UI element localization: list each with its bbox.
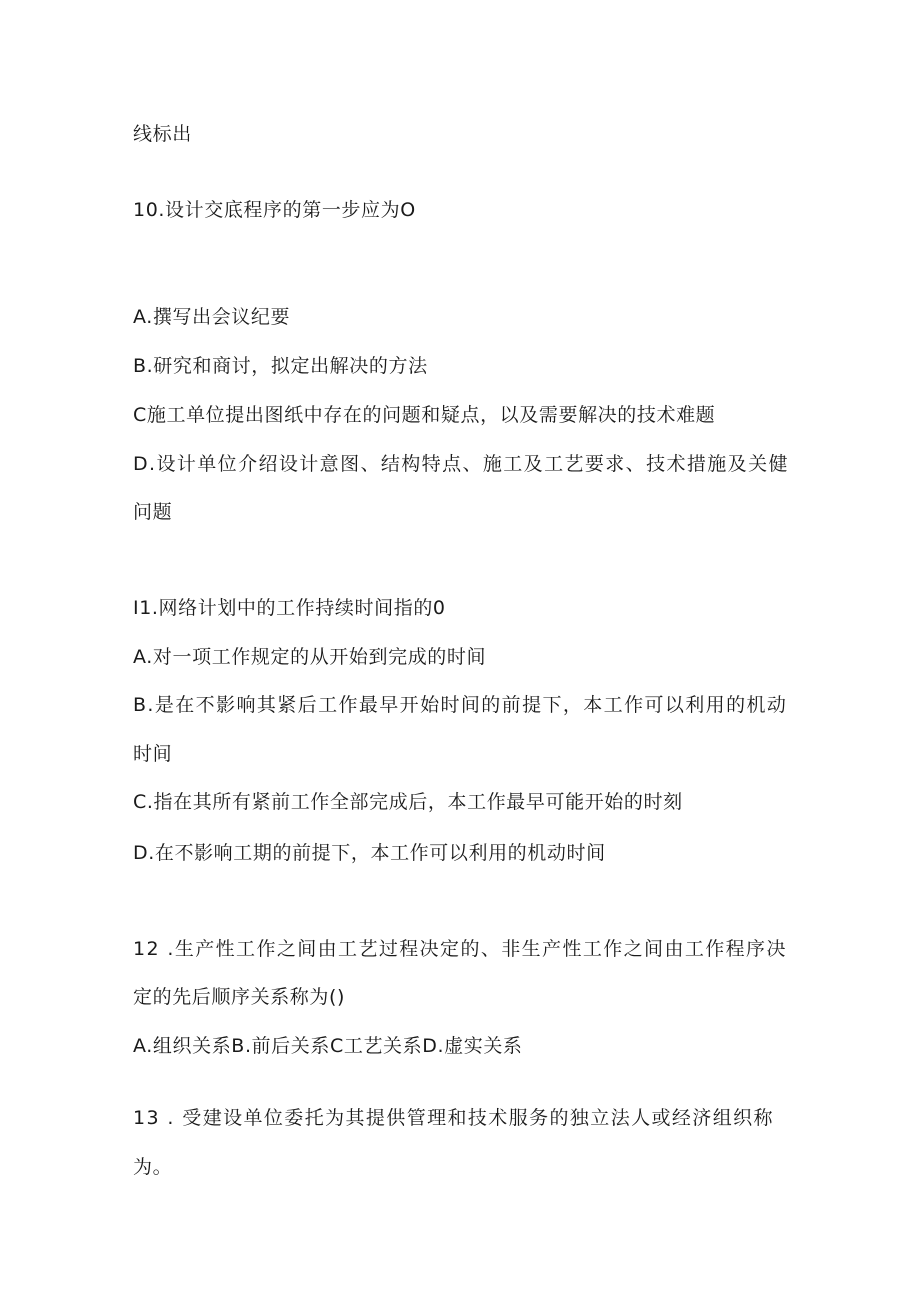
question-10-option-c: C施工单位提出图纸中存在的问题和疑点，以及需要解决的技术难题 xyxy=(133,404,716,426)
question-11-option-b-continued: 时间 xyxy=(133,743,173,765)
question-11-option-c: C.指在其所有紧前工作全部完成后，本工作最早可能开始的时刻 xyxy=(133,791,683,813)
question-12-stem-continued: 定的先后顺序关系称为() xyxy=(133,986,346,1008)
question-11-stem: I1.网络计划中的工作持续时间指的0 xyxy=(133,597,446,619)
question-11-option-a: A.对一项工作规定的从开始到完成的时间 xyxy=(133,646,487,668)
question-13-stem-continued: 为。 xyxy=(133,1156,173,1178)
question-10-option-d: D.设计单位介绍设计意图、结构特点、施工及工艺要求、技术措施及关健 xyxy=(133,453,789,475)
question-10-option-a: A.撰写出会议纪要 xyxy=(133,306,291,328)
question-11-option-d: D.在不影响工期的前提下，本工作可以利用的机动时间 xyxy=(133,842,606,864)
question-10-option-b: B.研究和商讨，拟定出解决的方法 xyxy=(133,355,428,377)
question-10-option-d-continued: 问题 xyxy=(133,501,173,523)
question-12-stem: 12 .生产性工作之间由工艺过程决定的、非生产性工作之间由工作程序决 xyxy=(133,938,787,960)
question-10-stem: 10.设计交底程序的第一步应为O xyxy=(133,199,416,221)
question-11-option-b: B.是在不影响其紧后工作最早开始时间的前提下，本工作可以利用的机动 xyxy=(133,694,788,716)
question-12-options: A.组织关系B.前后关系C工艺关系D.虚实关系 xyxy=(133,1035,523,1057)
question-13-stem: 13 . 受建设单位委托为其提供管理和技术服务的独立法人或经济组织称 xyxy=(133,1107,774,1129)
continued-text-line: 线标出 xyxy=(133,123,192,145)
